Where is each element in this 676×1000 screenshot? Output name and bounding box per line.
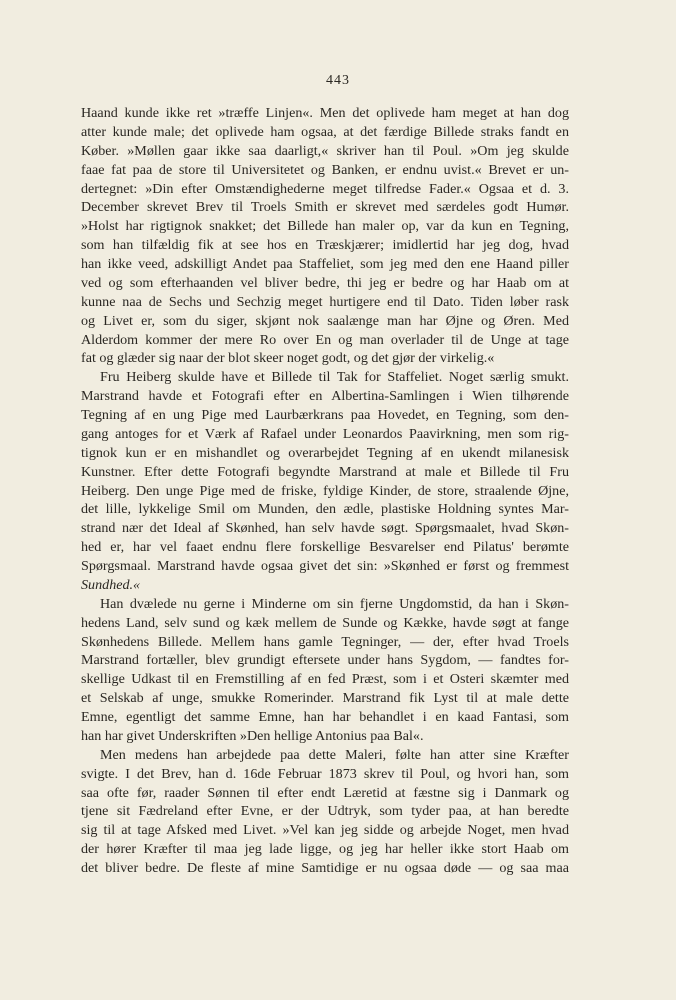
text-line: der hører Kræfter til maa jeg lade ligge, og jeg har heller ikke stort Haab om bbox=[81, 841, 569, 858]
text-line: »Holst har rigtignok snakket; det Billede han maler op, var da kun en Tegning, bbox=[81, 218, 569, 235]
text-line: Fru Heiberg skulde have et Billede til Tak for Staffeliet. Noget særlig smukt. bbox=[100, 369, 569, 386]
text-line: han har givet Underskriften »Den hellige Antonius paa Bal«. bbox=[81, 727, 424, 744]
text-line: faae fat paa de store til Universitetet og Banken, er endnu uvist.« Brevet er un- bbox=[81, 161, 569, 178]
text-line: saa ofte før, raader Sønnen til efter endt Læretid at fæstne sig i Danmark og bbox=[81, 784, 569, 801]
text-line: som han tilfældig fik at see hos en Træskjærer; imidlertid har jeg dog, hvad bbox=[81, 237, 569, 254]
text-line: Skønhedens Billede. Mellem hans gamle Tegninger, — der, efter hvad Troels bbox=[81, 633, 569, 650]
text-line: svigte. I det Brev, han d. 16de Februar 1873 skrev til Poul, og hvori han, som bbox=[81, 765, 569, 782]
text-line: atter kunde male; det oplivede ham ogsaa, at det færdige Billede straks fandt en bbox=[81, 123, 569, 140]
page-number: 443 bbox=[326, 73, 350, 88]
text-line: og Livet er, som du siger, skjønt nok saalænge man har Øjne og Øren. Med bbox=[81, 312, 569, 329]
text-line: han ikke veed, adskilligt Andet paa Staffeliet, som jeg med den ene Haand piller bbox=[81, 256, 569, 272]
text-line: skellige Udkast til en Fremstilling af en fed Præst, som i et Osteri skæmter med bbox=[81, 671, 569, 688]
text-line: strand nær det Ideal af Skønhed, han selv havde søgt. Spørgsmaalet, hvad Skøn- bbox=[81, 520, 569, 537]
text-line: Sundhed.« bbox=[81, 576, 141, 593]
text-line: et Selskab af unge, smukke Romerinder. Marstrand fik Lyst til at male dette bbox=[81, 690, 569, 707]
text-line: Marstrand fortæller, blev grundigt eftersete under hans Sygdom, — fandtes for- bbox=[81, 652, 569, 669]
text-line: Spørgsmaal. Marstrand havde ogsaa givet det sin: »Skønhed er først og fremmest bbox=[81, 558, 569, 574]
text-line: det bliver bedre. De fleste af mine Samtidige er nu ogsaa døde — og saa maa bbox=[81, 860, 569, 876]
text-line: fat og glæder sig naar der blot skeer noget godt, og det gjør der virkelig.« bbox=[81, 350, 495, 367]
text-line: hed er, har vel faaet endnu flere forskellige Besvarelser end Pilatus' berømte bbox=[81, 539, 569, 556]
text-line: tignok kun er en mishandlet og overarbejdet Tegning af en ukendt milanesisk bbox=[81, 444, 569, 461]
text-line: Haand kunde ikke ret »træffe Linjen«. Men det oplivede ham meget at han dog bbox=[81, 105, 569, 121]
text-line: Heiberg. Den unge Pige med de friske, fyldige Kinder, de store, straalende Øjne, bbox=[81, 482, 569, 499]
text-line: Emne, egentligt det samme Emne, han har behandlet i en kaad Fantasi, som bbox=[81, 709, 569, 725]
text-line: hedens Land, selv sund og kæk mellem de Sunde og Kække, havde søgt at fange bbox=[81, 614, 569, 631]
text-line: Alderdom kommer der mere Ro over En og man overlader til de Unge at tage bbox=[81, 331, 569, 348]
text-line: Kunstner. Efter dette Fotografi begyndte Marstrand at male et Billede til Fru bbox=[81, 463, 569, 480]
text-line: kunne naa de Sechs und Sechzig meget hurtigere end til Dato. Tiden løber rask bbox=[81, 293, 569, 310]
text-line: December skrevet Brev til Troels Smith er skrevet med særdeles godt Humør. bbox=[81, 199, 569, 216]
text-line: Køber. »Møllen gaar ikke saa daarligt,« skriver han til Poul. »Om jeg skulde bbox=[81, 142, 569, 159]
text-line: dertegnet: »Din efter Omstændighederne meget tilfredse Fader.« Ogsaa et d. 3. bbox=[81, 180, 569, 197]
text-line: Han dvælede nu gerne i Minderne om sin fjerne Ungdomstid, da han i Skøn- bbox=[100, 595, 569, 612]
body-text bbox=[81, 104, 569, 878]
text-line: det lille, lykkelige Smil om Munden, den ædle, plastiske Holdning syntes Mar- bbox=[81, 501, 569, 518]
text-line: sig til at tage Afsked med Livet. »Vel kan jeg sidde og arbejde Noget, men hvad bbox=[81, 822, 569, 839]
text-line: Men medens han arbejdede paa dette Maleri, følte han atter sine Kræfter bbox=[100, 746, 569, 763]
text-line: Marstrand havde et Fotografi efter en Albertina-Samlingen i Wien tilhørende bbox=[81, 388, 569, 405]
text-line: tjene sit Fædreland efter Evne, er der Udtryk, som tyder paa, at han beredte bbox=[81, 803, 569, 820]
text-line: Tegning af en ung Pige med Laurbærkrans paa Hovedet, en Tegning, som den- bbox=[81, 407, 569, 423]
text-line: ved og som efterhaanden vel bliver bedre, thi jeg er bedre og har Haab om at bbox=[81, 274, 569, 291]
text-line: gang antoges for et Værk af Rafael under Leonardos Paavirkning, men som rig- bbox=[81, 425, 569, 442]
